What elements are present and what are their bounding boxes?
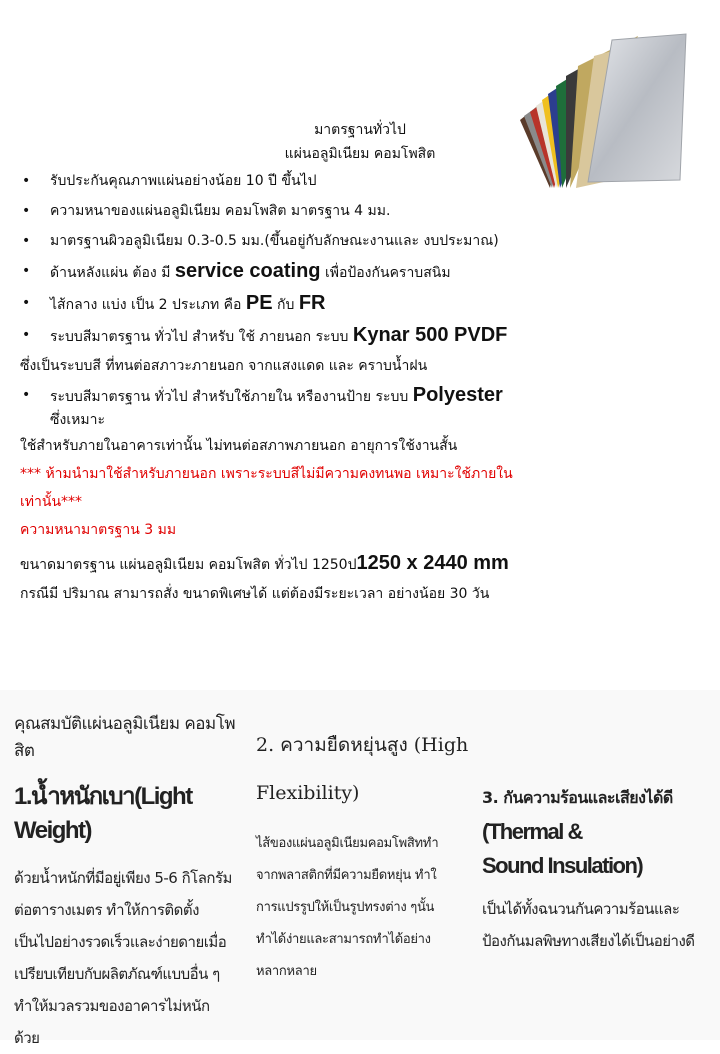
- panel-body-line: ไส้ของแผ่นอลูมิเนียมคอมโพสิททำ: [256, 836, 439, 851]
- bullet-item: [20, 380, 700, 412]
- bullet-emphasis: PE: [245, 292, 273, 314]
- properties-section: [0, 690, 720, 1047]
- standards-text-block: [20, 118, 700, 608]
- panel-heading: (Thermal &: [482, 819, 582, 844]
- standard-size-text: ขนาดมาตรฐาน แผ่นอลูมิเนียม คอมโพสิต ทั่วไป 1250ป: [20, 557, 357, 573]
- panel-body-line: ป้องกันมลพิษทางเสียงได้เป็นอย่างดี: [482, 932, 695, 950]
- bullet-text: มาตรฐานผิวอลูมิเนียม 0.3-0.5 มม.(ขึ้นอยู่กับลักษณะงานและ งบประมาณ): [50, 233, 499, 249]
- bullet-emphasis: Polyester: [412, 384, 503, 406]
- bullet-text: รับประกันคุณภาพแผ่นอย่างน้อย 10 ปี ขึ้นไป: [50, 173, 317, 189]
- bullet-glyph: •: [22, 173, 31, 189]
- panel-title: คุณสมบัติแผ่นอลูมิเนียม คอมโพสิต: [14, 714, 236, 761]
- bullet-continuation: ซึ่งเป็นระบบสี ที่ทนต่อสภาวะภายนอก จากแสงแดด และ คราบน้ำฝน: [20, 358, 428, 374]
- bullet-glyph: •: [22, 263, 31, 279]
- bullet-text: เพื่อป้องกันคราบสนิม: [320, 265, 451, 281]
- heading-line-1: มาตรฐานทั่วไป: [314, 122, 406, 138]
- bullet-item: [20, 320, 700, 352]
- panel-body-line: เป็นไปอย่างรวดเร็วและง่ายดายเมื่อ: [14, 933, 227, 951]
- panel-body-line: ด้วยน้ำหนักที่มีอยู่เพียง 5-6 กิโลกรัม: [14, 869, 232, 887]
- bullet-text: กับ: [272, 297, 299, 313]
- property-panel-insulation: [482, 786, 714, 957]
- bullet-item: [20, 256, 700, 288]
- bullet-emphasis: FR: [298, 292, 326, 314]
- bullet-text: ระบบสีมาตรฐาน ทั่วไป สำหรับ ใช้ ภายนอก ระบบ: [50, 329, 353, 345]
- bullet-glyph: •: [22, 203, 31, 219]
- panel-heading: 1.น้ำหนักเบา(Light Weight): [14, 783, 192, 844]
- property-panel-light-weight: [14, 710, 252, 1054]
- bullet-item: [20, 166, 700, 196]
- bullet-glyph: •: [22, 387, 31, 403]
- warning-line-1: *** ห้ามนำมาใช้สำหรับภายนอก เพราะระบบสีไม่มีความคงทนพอ เหมาะใช้ภายใน: [20, 466, 513, 482]
- panel-body-line: จากพลาสติกที่มีความยืดหยุ่น ทำใ: [256, 868, 437, 883]
- panel-heading: 3. กันความร้อนและเสียงได้ดี: [482, 788, 673, 807]
- standard-size-emphasis: 1250 x 2440 mm: [356, 552, 509, 574]
- bullet-item: [20, 288, 700, 320]
- panel-body-line: ทำได้ง่ายและสามารถทำได้อย่าง: [256, 932, 431, 947]
- panel-body-line: หลากหลาย: [256, 964, 317, 979]
- bullet-text: ไส้กลาง แบ่ง เป็น 2 ประเภท คือ: [50, 297, 246, 313]
- warning-line-2: เท่านั้น***: [20, 494, 83, 510]
- special-order-note: กรณีมี ปริมาณ สามารถสั่ง ขนาดพิเศษได้ แต่ต้องมีระยะเวลา อย่างน้อย 30 วัน: [20, 586, 490, 602]
- thickness-note: ความหนามาตรฐาน 3 มม: [20, 522, 177, 538]
- bullet-emphasis: Kynar 500 PVDF: [352, 324, 508, 346]
- bullet-glyph: •: [22, 327, 31, 343]
- panel-body-line: ด้วย: [14, 1029, 40, 1047]
- standard-size-line: [20, 546, 700, 582]
- panel-heading: Sound Insulation): [482, 853, 643, 878]
- bullet-glyph: •: [22, 295, 31, 311]
- bullet-text: ระบบสีมาตรฐาน ทั่วไป สำหรับใช้ภายใน หรืองานป้าย ระบบ: [50, 389, 413, 405]
- panel-heading: Flexibility): [256, 782, 360, 804]
- bullet-indent-continuation: ซึ่งเหมาะ: [50, 412, 105, 428]
- interior-note: ใช้สำหรับภายในอาคารเท่านั้น ไม่ทนต่อสภาพภายนอก อายุการใช้งานสั้น: [20, 438, 458, 454]
- panel-body-line: เปรียบเทียบกับผลิตภัณฑ์แบบอื่น ๆ: [14, 965, 220, 983]
- bullet-glyph: •: [22, 233, 31, 249]
- panel-body-line: ต่อตารางเมตร ทำให้การติดตั้ง: [14, 901, 199, 919]
- bullet-item: [20, 196, 700, 226]
- property-panel-flexibility: [256, 730, 480, 988]
- bullet-emphasis: service coating: [174, 260, 321, 282]
- bullet-text: ความหนาของแผ่นอลูมิเนียม คอมโพสิต มาตรฐาน 4 มม.: [50, 203, 391, 219]
- heading-line-2: แผ่นอลูมิเนียม คอมโพสิต: [284, 146, 436, 162]
- panel-body-line: เป็นได้ทั้งฉนวนกันความร้อนและ: [482, 900, 680, 918]
- panel-body-line: ทำให้มวลรวมของอาคารไม่หนัก: [14, 997, 210, 1015]
- panel-body-line: การแปรรูปให้เป็นรูปทรงต่าง ๆนั้น: [256, 900, 435, 915]
- panel-heading: 2. ความยืดหยุ่นสูง (High: [256, 734, 469, 756]
- bullet-item: [20, 226, 700, 256]
- bullet-text: ด้านหลังแผ่น ต้อง มี: [50, 265, 175, 281]
